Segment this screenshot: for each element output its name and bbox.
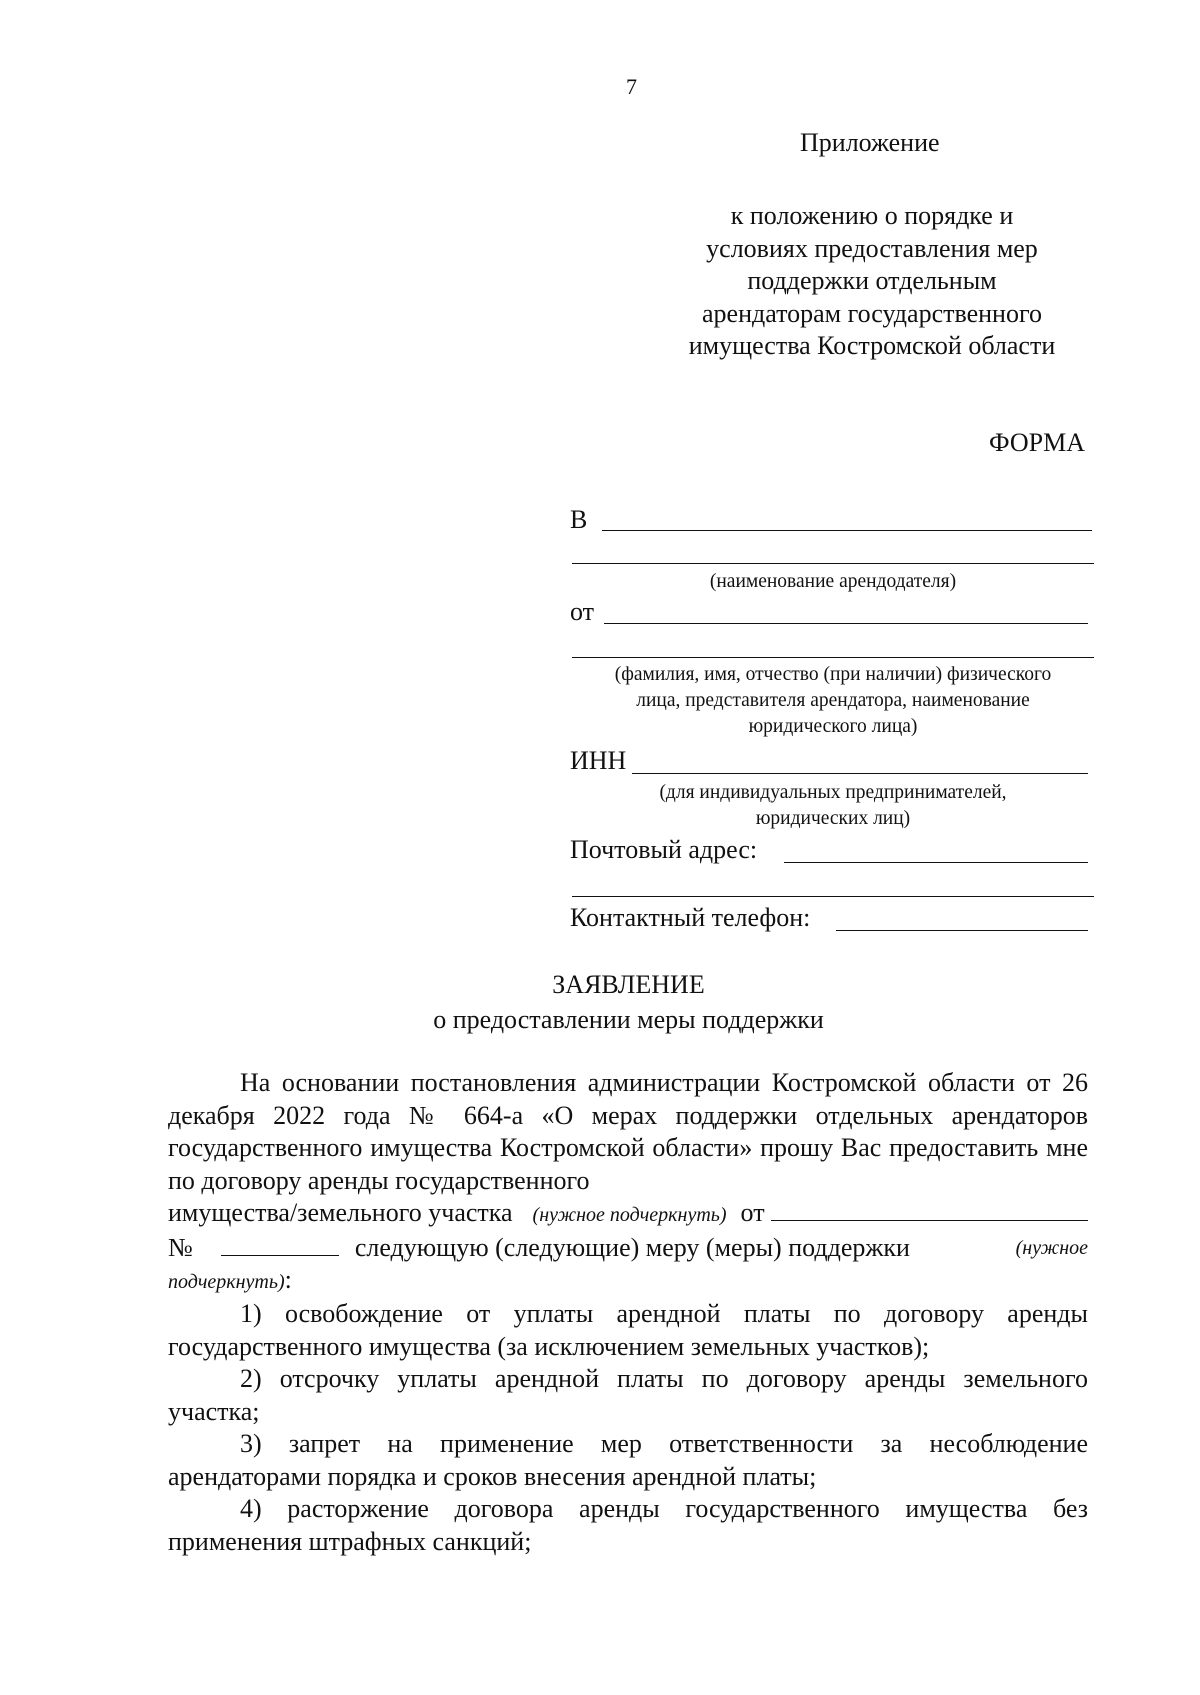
applicant-name-field[interactable] — [604, 623, 1088, 624]
appendix-line: поддержки отдельным — [747, 266, 997, 295]
body-line-number — [168, 1232, 1088, 1265]
statement-title: ЗАЯВЛЕНИЕ — [552, 970, 705, 999]
phone-label: Контактный телефон: — [570, 903, 811, 932]
appendix-line: имущества Костромской области — [688, 331, 1056, 360]
from-prefix: от — [570, 597, 595, 626]
postal-address-field[interactable] — [784, 862, 1088, 863]
list-item: 4) расторжение договора аренды государственного имущества без применения штрафных санкций; — [168, 1494, 1088, 1556]
caption-line: лица, представителя арендатора, наименование — [636, 690, 1030, 711]
page-number: 7 — [626, 74, 637, 99]
body-line-property — [168, 1197, 1088, 1232]
appendix-line: арендаторам государственного — [701, 298, 1042, 328]
measures-note-tail: подчеркнуть): — [168, 1265, 292, 1294]
landlord-name-field-line2[interactable] — [572, 563, 1094, 564]
applicant-caption — [572, 662, 1094, 740]
list-item: 3) запрет на применение мер ответственности за несоблюдение арендаторами порядка и сроков внесения арендной платы; — [168, 1429, 1088, 1491]
landlord-caption: (наименование арендодателя) — [709, 571, 957, 592]
property-text: имущества/земельного участка — [168, 1198, 513, 1227]
measures-note: (нужное — [1015, 1236, 1088, 1259]
contract-date-field[interactable] — [771, 1198, 1088, 1221]
caption-line: юридического лица) — [748, 716, 918, 737]
underline-note: (нужное подчеркнуть) — [532, 1204, 727, 1226]
landlord-name-field[interactable] — [602, 530, 1092, 531]
inn-caption — [572, 780, 1094, 832]
inn-label: ИНН — [570, 746, 627, 775]
list-item: 2) отсрочку уплаты арендной платы по договору аренды земельного участка; — [168, 1364, 1088, 1426]
list-item: 1) освобождение от уплаты арендной платы по договору аренды государственного имущества (за исключением земельных участков); — [168, 1299, 1088, 1361]
form-label: ФОРМА — [989, 428, 1085, 457]
from-word: от — [740, 1198, 765, 1227]
appendix-title: Приложение — [800, 128, 940, 157]
statement-subtitle: о предоставлении меры поддержки — [433, 1005, 824, 1034]
statement-body — [168, 1067, 1088, 1558]
postal-address-field-line2[interactable] — [572, 896, 1094, 897]
to-prefix: В — [570, 505, 588, 534]
contract-number-field[interactable] — [221, 1235, 339, 1256]
caption-line: (фамилия, имя, отчество (при наличии) физического — [614, 664, 1052, 685]
inn-field[interactable] — [632, 773, 1088, 774]
caption-line: (для индивидуальных предпринимателей, — [659, 782, 1007, 803]
caption-line: юридических лиц) — [755, 808, 911, 829]
measures-text-main: следующую (следующие) меру (меры) поддержки — [354, 1232, 910, 1262]
appendix-line: условиях предоставления мер — [706, 233, 1038, 263]
appendix-line: к положению о порядке и — [730, 201, 1014, 230]
phone-field[interactable] — [836, 930, 1088, 931]
postal-address-label: Почтовый адрес: — [570, 835, 758, 864]
measures-text — [355, 1232, 1088, 1265]
number-sign: № — [168, 1232, 193, 1262]
body-paragraph: На основании постановления администрации Костромской области от 26 декабря 2022 года № 664-а «О мерах поддержки отдельных арендаторов государственного имущества Костромской области» прошу Вас предоставить мне по договору аренды государственного — [168, 1068, 1088, 1195]
appendix-text — [660, 200, 1084, 363]
colon: : — [284, 1265, 292, 1294]
applicant-name-field-line2[interactable] — [572, 657, 1094, 658]
